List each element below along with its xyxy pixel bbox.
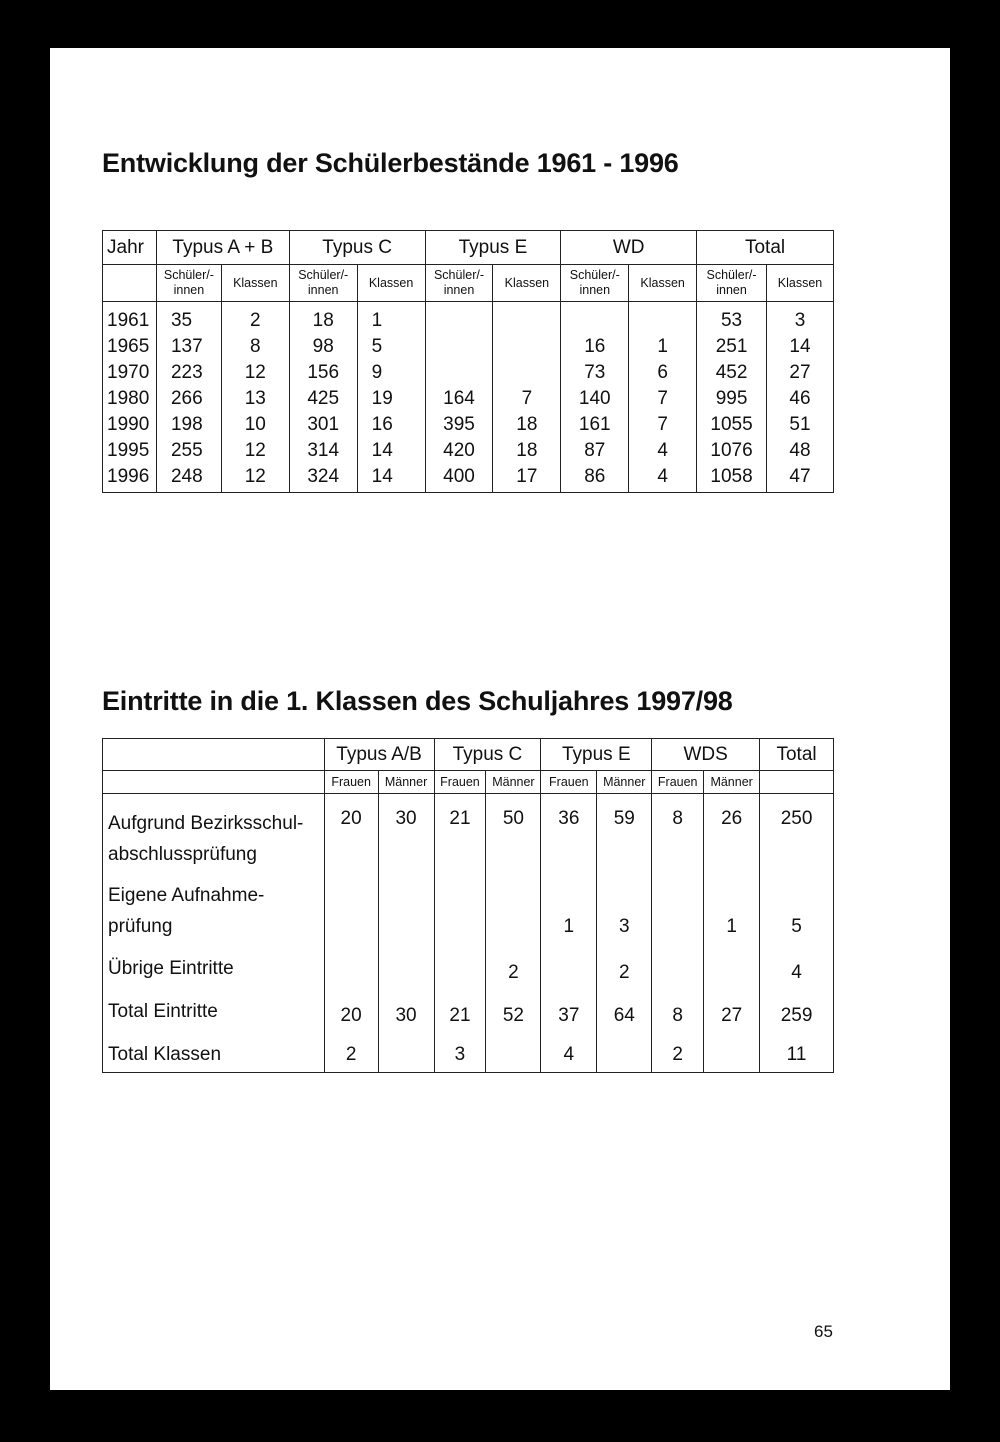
- year-cell: 1980: [103, 386, 157, 412]
- value-cell: 30: [378, 986, 434, 1029]
- subheader-empty: [103, 771, 325, 794]
- value-cell: [324, 944, 378, 986]
- value-cell: 164: [425, 386, 493, 412]
- value-cell: 52: [486, 986, 541, 1029]
- table1-header-row: [103, 231, 834, 265]
- value-cell: 7: [629, 386, 697, 412]
- value-cell: 27: [766, 360, 833, 386]
- value-cell: 11: [760, 1029, 834, 1073]
- subheader-students: Schüler/- innen: [561, 265, 629, 302]
- subheader-students: Schüler/- innen: [697, 265, 767, 302]
- table-row: [103, 334, 834, 360]
- row-label-line1: Total Klassen: [108, 1044, 222, 1065]
- value-cell: 26: [704, 794, 760, 881]
- row-label-line2: prüfung: [108, 916, 173, 937]
- value-cell: 73: [561, 360, 629, 386]
- value-cell: 1: [704, 880, 760, 944]
- value-cell: 46: [766, 386, 833, 412]
- row-label-line1: Total Eintritte: [108, 1001, 218, 1022]
- value-cell: 995: [697, 386, 767, 412]
- value-cell: 6: [629, 360, 697, 386]
- value-cell: 395: [425, 412, 493, 438]
- value-cell: 12: [221, 360, 289, 386]
- subheader-women: Frauen: [324, 771, 378, 794]
- year-cell: 1970: [103, 360, 157, 386]
- subheader-men: Männer: [597, 771, 652, 794]
- table-row: [103, 986, 834, 1029]
- year-cell: 1961: [103, 302, 157, 335]
- header-jahr: Jahr: [103, 231, 157, 265]
- table-row: [103, 302, 834, 335]
- subheader-women: Frauen: [652, 771, 704, 794]
- row-label-line2: abschlussprüfung: [108, 844, 257, 865]
- subheader-men: Männer: [378, 771, 434, 794]
- value-cell: 137: [156, 334, 221, 360]
- value-cell: 3: [766, 302, 833, 335]
- value-cell: 53: [697, 302, 767, 335]
- value-cell: 18: [493, 412, 561, 438]
- value-cell: 255: [156, 438, 221, 464]
- value-cell: 20: [324, 794, 378, 881]
- value-cell: 452: [697, 360, 767, 386]
- value-cell: [493, 302, 561, 335]
- value-cell: 1055: [697, 412, 767, 438]
- value-cell: 1: [629, 334, 697, 360]
- table-row: [103, 412, 834, 438]
- row-label: [103, 794, 325, 881]
- value-cell: 3: [597, 880, 652, 944]
- table2-body: [103, 794, 834, 1073]
- row-label-line1: Aufgrund Bezirksschul-: [108, 813, 304, 834]
- value-cell: 21: [434, 986, 486, 1029]
- value-cell: 51: [766, 412, 833, 438]
- value-cell: 400: [425, 464, 493, 493]
- value-cell: 250: [760, 794, 834, 881]
- value-cell: 223: [156, 360, 221, 386]
- subheader-classes: Klassen: [629, 265, 697, 302]
- entries-table: [102, 738, 834, 1073]
- value-cell: [486, 1029, 541, 1073]
- header-wd: WD: [561, 231, 697, 265]
- row-label: [103, 1029, 325, 1073]
- subheader-students: Schüler/- innen: [156, 265, 221, 302]
- table-row: [103, 464, 834, 493]
- subheader-women: Frauen: [434, 771, 486, 794]
- value-cell: 13: [221, 386, 289, 412]
- value-cell: 4: [629, 438, 697, 464]
- table-row: [103, 438, 834, 464]
- value-cell: [561, 302, 629, 335]
- table2-subheader-row: [103, 771, 834, 794]
- value-cell: 30: [378, 794, 434, 881]
- value-cell: 5: [357, 334, 425, 360]
- value-cell: 425: [289, 386, 357, 412]
- value-cell: [378, 1029, 434, 1073]
- header-total: Total: [697, 231, 834, 265]
- page-number: 65: [814, 1322, 833, 1341]
- value-cell: [493, 360, 561, 386]
- value-cell: [597, 1029, 652, 1073]
- year-cell: 1990: [103, 412, 157, 438]
- value-cell: [324, 880, 378, 944]
- value-cell: [434, 944, 486, 986]
- value-cell: 314: [289, 438, 357, 464]
- value-cell: 18: [493, 438, 561, 464]
- header-typus-c: Typus C: [434, 739, 541, 771]
- value-cell: 20: [324, 986, 378, 1029]
- value-cell: 420: [425, 438, 493, 464]
- value-cell: [493, 334, 561, 360]
- value-cell: 248: [156, 464, 221, 493]
- table-row: [103, 794, 834, 881]
- table1-body: [103, 302, 834, 493]
- subheader-empty-total: [760, 771, 834, 794]
- value-cell: 2: [221, 302, 289, 335]
- value-cell: 10: [221, 412, 289, 438]
- table-row: [103, 386, 834, 412]
- header-typus-ab: Typus A/B: [324, 739, 434, 771]
- value-cell: 2: [597, 944, 652, 986]
- value-cell: [652, 944, 704, 986]
- value-cell: 251: [697, 334, 767, 360]
- value-cell: 8: [652, 986, 704, 1029]
- table2-header-row: [103, 739, 834, 771]
- value-cell: 259: [760, 986, 834, 1029]
- subheader-empty: [103, 265, 157, 302]
- value-cell: 5: [760, 880, 834, 944]
- value-cell: 14: [357, 438, 425, 464]
- value-cell: 1058: [697, 464, 767, 493]
- value-cell: 37: [541, 986, 597, 1029]
- value-cell: [541, 944, 597, 986]
- value-cell: 19: [357, 386, 425, 412]
- year-cell: 1996: [103, 464, 157, 493]
- header-typus-e: Typus E: [541, 739, 652, 771]
- value-cell: 198: [156, 412, 221, 438]
- value-cell: 27: [704, 986, 760, 1029]
- header-wds: WDS: [652, 739, 760, 771]
- header-total: Total: [760, 739, 834, 771]
- table-row: [103, 880, 834, 944]
- value-cell: 4: [629, 464, 697, 493]
- table-row: [103, 944, 834, 986]
- value-cell: 266: [156, 386, 221, 412]
- value-cell: [652, 880, 704, 944]
- subheader-students: Schüler/- innen: [425, 265, 493, 302]
- value-cell: [425, 334, 493, 360]
- row-label: [103, 944, 325, 986]
- value-cell: 12: [221, 438, 289, 464]
- value-cell: 87: [561, 438, 629, 464]
- value-cell: 140: [561, 386, 629, 412]
- row-label: [103, 986, 325, 1029]
- student-numbers-table: [102, 230, 834, 493]
- value-cell: 48: [766, 438, 833, 464]
- subheader-men: Männer: [704, 771, 760, 794]
- row-label-line1: Eigene Aufnahme-: [108, 885, 265, 906]
- value-cell: 8: [221, 334, 289, 360]
- subheader-women: Frauen: [541, 771, 597, 794]
- value-cell: 16: [357, 412, 425, 438]
- value-cell: 1076: [697, 438, 767, 464]
- value-cell: 14: [357, 464, 425, 493]
- subheader-classes: Klassen: [766, 265, 833, 302]
- subheader-students: Schüler/- innen: [289, 265, 357, 302]
- value-cell: 1: [541, 880, 597, 944]
- subheader-classes: Klassen: [221, 265, 289, 302]
- value-cell: 12: [221, 464, 289, 493]
- value-cell: [434, 880, 486, 944]
- value-cell: [629, 302, 697, 335]
- header-typus-e: Typus E: [425, 231, 561, 265]
- value-cell: [486, 880, 541, 944]
- value-cell: 50: [486, 794, 541, 881]
- value-cell: 3: [434, 1029, 486, 1073]
- document-page: [50, 48, 950, 1390]
- value-cell: 17: [493, 464, 561, 493]
- header-empty: [103, 739, 325, 771]
- value-cell: [425, 302, 493, 335]
- subheader-classes: Klassen: [357, 265, 425, 302]
- value-cell: [378, 944, 434, 986]
- value-cell: [704, 944, 760, 986]
- value-cell: 59: [597, 794, 652, 881]
- row-label: [103, 880, 325, 944]
- year-cell: 1965: [103, 334, 157, 360]
- value-cell: 64: [597, 986, 652, 1029]
- value-cell: 86: [561, 464, 629, 493]
- value-cell: 98: [289, 334, 357, 360]
- value-cell: 21: [434, 794, 486, 881]
- value-cell: 35: [156, 302, 221, 335]
- value-cell: 9: [357, 360, 425, 386]
- value-cell: [425, 360, 493, 386]
- value-cell: 36: [541, 794, 597, 881]
- value-cell: 8: [652, 794, 704, 881]
- value-cell: 4: [760, 944, 834, 986]
- value-cell: 7: [493, 386, 561, 412]
- value-cell: 2: [324, 1029, 378, 1073]
- value-cell: 301: [289, 412, 357, 438]
- value-cell: 161: [561, 412, 629, 438]
- table2-title: Eintritte in die 1. Klassen des Schuljahres 1997/98: [102, 686, 733, 716]
- header-typus-c: Typus C: [289, 231, 425, 265]
- year-cell: 1995: [103, 438, 157, 464]
- subheader-men: Männer: [486, 771, 541, 794]
- value-cell: 7: [629, 412, 697, 438]
- value-cell: 1: [357, 302, 425, 335]
- table-row: [103, 1029, 834, 1073]
- row-label-line1: Übrige Eintritte: [108, 958, 234, 979]
- value-cell: 2: [652, 1029, 704, 1073]
- header-typus-ab: Typus A + B: [156, 231, 289, 265]
- value-cell: 156: [289, 360, 357, 386]
- value-cell: 47: [766, 464, 833, 493]
- table1-subheader-row: [103, 265, 834, 302]
- value-cell: 14: [766, 334, 833, 360]
- table-row: [103, 360, 834, 386]
- table1-title: Entwicklung der Schülerbestände 1961 - 1996: [102, 148, 679, 178]
- value-cell: 324: [289, 464, 357, 493]
- value-cell: [704, 1029, 760, 1073]
- subheader-classes: Klassen: [493, 265, 561, 302]
- value-cell: 2: [486, 944, 541, 986]
- value-cell: 4: [541, 1029, 597, 1073]
- value-cell: 18: [289, 302, 357, 335]
- value-cell: 16: [561, 334, 629, 360]
- value-cell: [378, 880, 434, 944]
